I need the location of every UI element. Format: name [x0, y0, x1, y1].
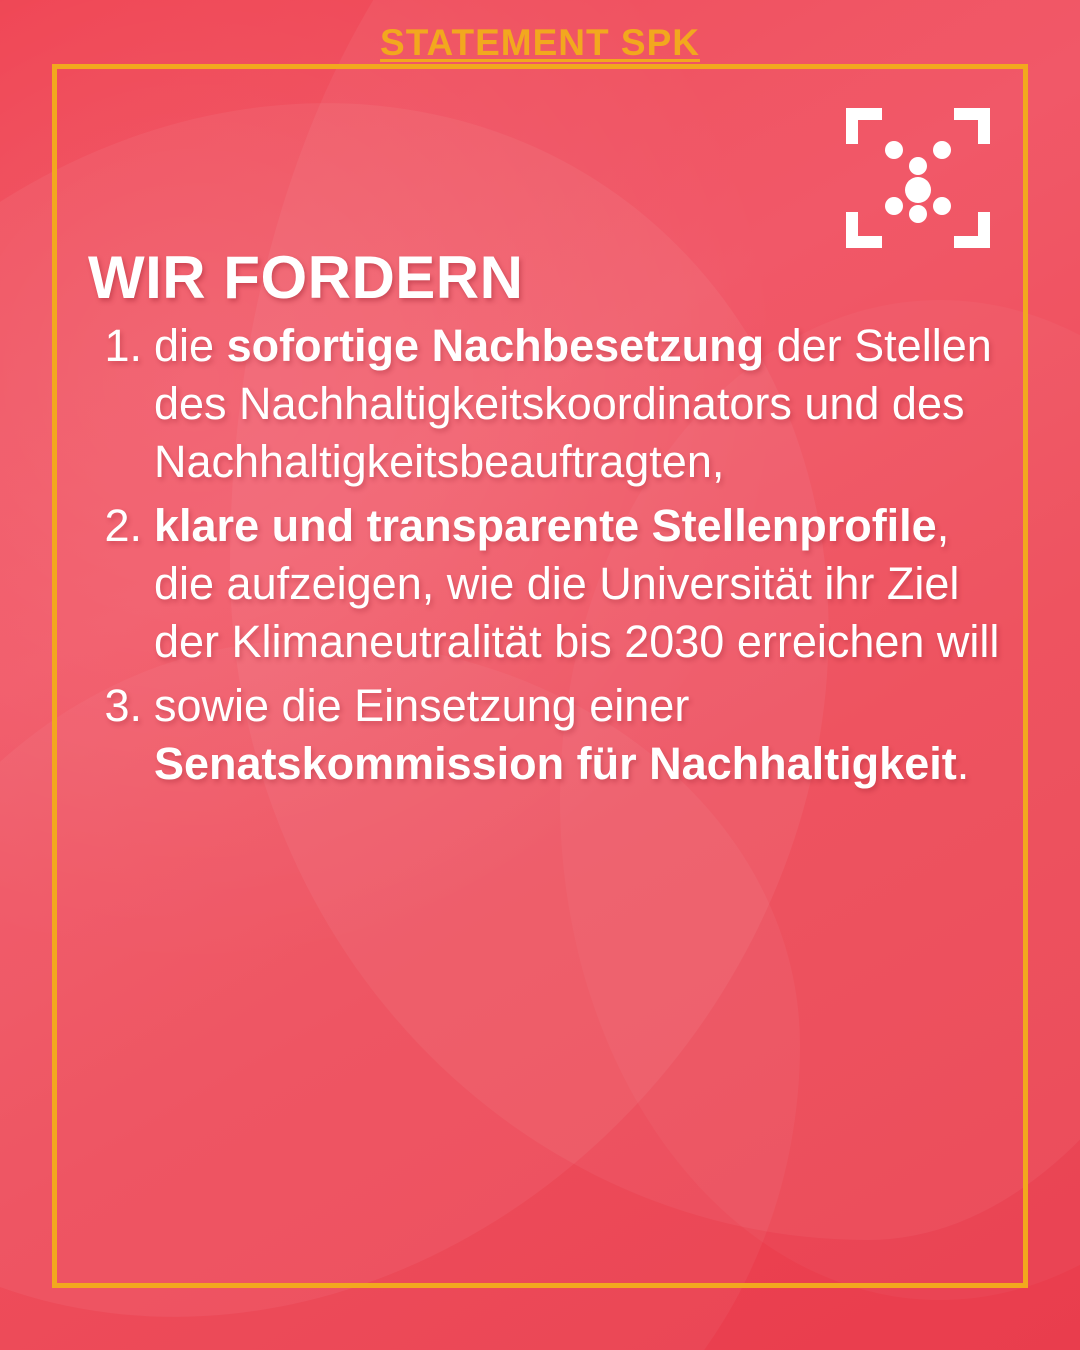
- list-item: [88, 677, 1010, 793]
- kicker-label: STATEMENT SPK: [380, 22, 700, 63]
- list-item-text: sowie die Einsetzung einer Senatskommission für Nachhaltigkeit.: [154, 680, 970, 790]
- list-item-number: 2.: [104, 500, 142, 552]
- list-item: [88, 317, 1010, 491]
- list-item-number: 1.: [104, 320, 142, 371]
- page-title: WIR FORDERN: [88, 244, 524, 311]
- list-item-number: 3.: [104, 680, 142, 732]
- list-item-text: die sofortige Nachbesetzung der Stellen des Nachhaltigkeitskoordinators und des Nachhaltigkeitsbeauftragten,: [154, 320, 992, 488]
- list-item: [88, 497, 1010, 671]
- list-item-text: klare und transparente Stellenprofile, die aufzeigen, wie die Universität ihr Ziel der Klimaneutralität bis 2030 erreichen will: [154, 500, 1000, 668]
- bracket-dots-logo: [842, 104, 994, 252]
- poster-content: [88, 246, 1010, 799]
- demands-list: [88, 317, 1010, 793]
